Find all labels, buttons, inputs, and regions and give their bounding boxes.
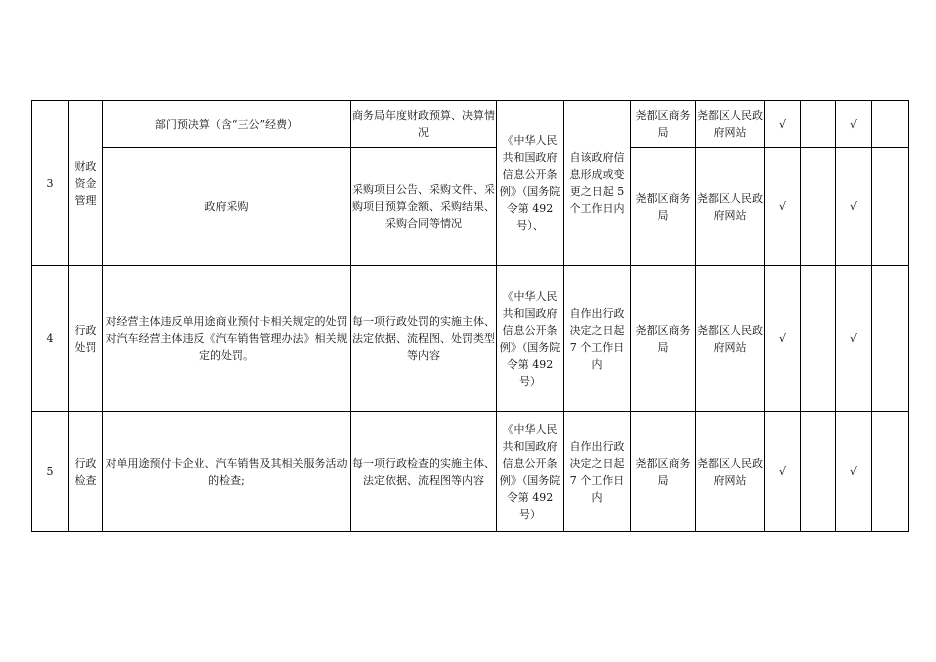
table-row xyxy=(32,148,909,266)
category-cell: 行政检查 xyxy=(69,412,103,532)
table-row xyxy=(32,412,909,532)
table-row xyxy=(32,266,909,412)
channel-cell: 尧都区人民政府网站 xyxy=(696,101,765,148)
item-cell: 部门预决算（含“三公”经费） xyxy=(103,101,351,148)
row-number: 4 xyxy=(32,266,69,412)
empty-cell xyxy=(872,101,909,148)
subject-cell: 尧都区商务局 xyxy=(631,412,696,532)
category-cell: 行政处罚 xyxy=(69,266,103,412)
row-number: 5 xyxy=(32,412,69,532)
check-mark: √ xyxy=(765,266,801,412)
channel-cell: 尧都区人民政府网站 xyxy=(696,148,765,266)
table-row xyxy=(32,101,909,148)
empty-cell xyxy=(872,412,909,532)
time-limit-cell: 自作出行政决定之日起 7 个工作日内 xyxy=(564,266,631,412)
check-mark: √ xyxy=(836,101,872,148)
empty-cell xyxy=(801,148,836,266)
subject-cell: 尧都区商务局 xyxy=(631,148,696,266)
basis-cell: 《中华人民共和国政府信息公开条例》（国务院令第 492 号）、 xyxy=(497,101,564,266)
empty-cell xyxy=(872,266,909,412)
check-mark: √ xyxy=(836,266,872,412)
check-mark: √ xyxy=(765,412,801,532)
empty-cell xyxy=(872,148,909,266)
basis-cell: 《中华人民共和国政府信息公开条例》（国务院令第 492 号） xyxy=(497,266,564,412)
empty-cell xyxy=(801,101,836,148)
content-cell: 每一项行政处罚的实施主体、法定依据、流程图、处罚类型等内容 xyxy=(351,266,497,412)
item-cell: 政府采购 xyxy=(103,148,351,266)
content-cell: 每一项行政检查的实施主体、法定依据、流程图等内容 xyxy=(351,412,497,532)
item-cell: 对单用途预付卡企业、汽车销售及其相关服务活动的检查; xyxy=(103,412,351,532)
subject-cell: 尧都区商务局 xyxy=(631,266,696,412)
time-limit-cell: 自作出行政决定之日起 7 个工作日内 xyxy=(564,412,631,532)
empty-cell xyxy=(801,266,836,412)
channel-cell: 尧都区人民政府网站 xyxy=(696,266,765,412)
check-mark: √ xyxy=(765,148,801,266)
item-cell: 对经营主体违反单用途商业预付卡相关规定的处罚对汽车经营主体违反《汽车销售管理办法》相关规定的处罚。 xyxy=(103,266,351,412)
category-cell: 财政资金管理 xyxy=(69,101,103,266)
content-cell: 采购项目公告、采购文件、采购项目预算金额、采购结果、采购合同等情况 xyxy=(351,148,497,266)
empty-cell xyxy=(801,412,836,532)
check-mark: √ xyxy=(836,412,872,532)
basis-cell: 《中华人民共和国政府信息公开条例》（国务院令第 492 号） xyxy=(497,412,564,532)
subject-cell: 尧都区商务局 xyxy=(631,101,696,148)
disclosure-table xyxy=(31,100,909,532)
row-number: 3 xyxy=(32,101,69,266)
time-limit-cell: 自该政府信息形成或变更之日起 5 个工作日内 xyxy=(564,101,631,266)
check-mark: √ xyxy=(765,101,801,148)
channel-cell: 尧都区人民政府网站 xyxy=(696,412,765,532)
check-mark: √ xyxy=(836,148,872,266)
content-cell: 商务局年度财政预算、决算情况 xyxy=(351,101,497,148)
